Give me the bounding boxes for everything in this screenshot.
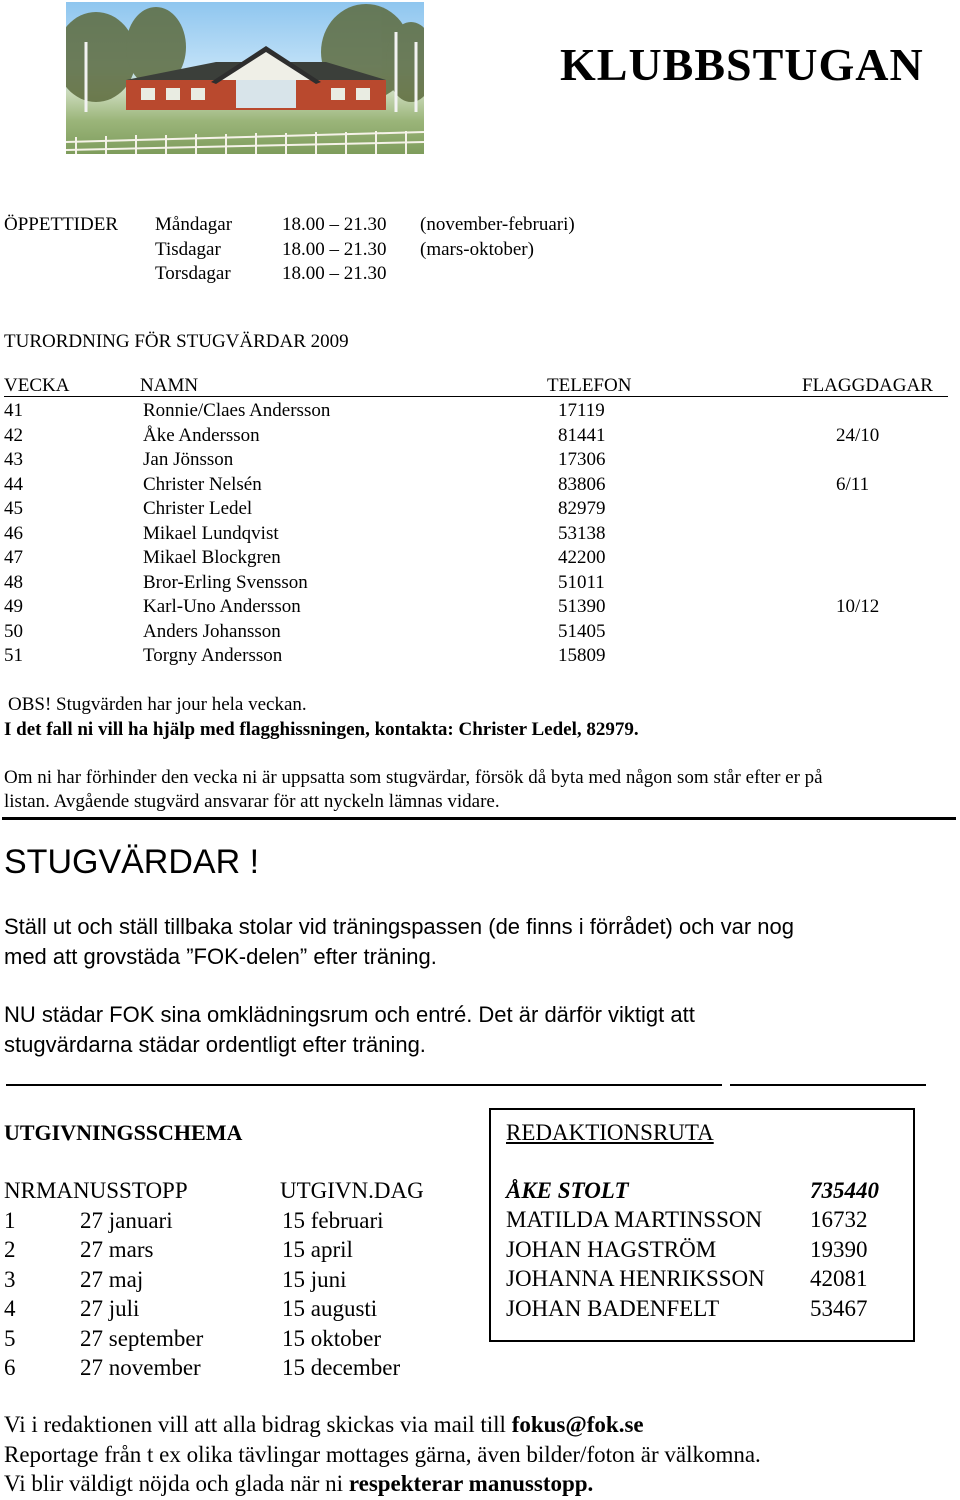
obs-note: OBS! Stugvärden har jour hela veckan. (8, 694, 307, 715)
editorial-name: ÅKE STOLT (506, 1178, 629, 1203)
roster-flag: 6/11 (836, 473, 870, 495)
roster-phone: 81441 (558, 424, 606, 446)
section-rule (6, 1084, 722, 1086)
editorial-phone: 16732 (810, 1207, 868, 1233)
schedule-stop: 27 januari (80, 1208, 173, 1233)
schedule-col-a: NRMANUSSTOPP (4, 1178, 188, 1203)
schedule-date: 15 augusti (282, 1296, 378, 1322)
col-week: VECKA (4, 375, 70, 396)
col-phone: TELEFON (547, 375, 632, 396)
opening-day: Tisdagar (155, 239, 221, 260)
footer-line-1-text: Vi i redaktionen vill att alla bidrag skickas via mail till (4, 1412, 512, 1437)
roster-phone: 83806 (558, 473, 606, 495)
roster-week: 51 (4, 645, 23, 666)
section-rule (730, 1084, 926, 1086)
schedule-date: 15 december (282, 1355, 401, 1380)
footer-line-3-bold: respekterar manusstopp. (348, 1471, 594, 1496)
roster-name: Christer Nelsén (143, 473, 262, 495)
schedule-nr: 4 (4, 1296, 16, 1322)
schedule-nr: 2 (4, 1237, 16, 1263)
roster-week: 45 (4, 498, 23, 519)
page-title: KLUBBSTUGAN (560, 39, 924, 90)
schedule-date: 15 april (282, 1237, 353, 1263)
editorial-name: JOHAN BADENFELT (506, 1295, 720, 1321)
schedule-col-b: UTGIVN.DAG (280, 1178, 424, 1203)
roster-phone: 15809 (558, 645, 606, 666)
editorial-name: JOHAN HAGSTRÖM (506, 1236, 717, 1262)
opening-day: Måndagar (155, 214, 233, 235)
roster-name: Karl-Uno Andersson (143, 596, 301, 617)
roster-name: Ronnie/Claes Andersson (143, 400, 331, 421)
clubhouse-illustration (66, 2, 424, 154)
roster-week: 46 (4, 522, 23, 544)
roster-heading: TURORDNING FÖR STUGVÄRDAR 2009 (4, 331, 349, 352)
editorial-name: JOHANNA HENRIKSSON (506, 1266, 765, 1292)
opening-time: 18.00 – 21.30 (282, 263, 387, 284)
roster-week: 47 (4, 547, 23, 568)
roster-header-rule (4, 396, 948, 397)
roster-week: 44 (4, 473, 23, 495)
roster-name: Mikael Lundqvist (143, 522, 279, 544)
opening-note: (november-februari) (420, 214, 575, 235)
col-name: NAMN (140, 375, 199, 396)
flag-help: I det fall ni vill ha hjälp med flagghissningen, kontakta: Christer Ledel, 82979. (4, 719, 639, 740)
roster-phone: 17306 (558, 449, 606, 470)
stugvardar-p1-line1: Ställ ut och ställ tillbaka stolar vid träningspassen (de finns i förrådet) och var nog (4, 914, 794, 939)
footer-line-3 (4, 1471, 593, 1497)
schedule-stop: 27 juli (80, 1296, 140, 1322)
roster-phone: 51390 (558, 596, 606, 617)
schedule-nr: 3 (4, 1266, 16, 1292)
footer-line-3-text: Vi blir väldigt nöjda och glada när ni (4, 1471, 349, 1496)
roster-phone: 53138 (558, 522, 606, 544)
roster-week: 49 (4, 596, 23, 617)
editorial-phone: 735440 (810, 1178, 879, 1203)
schedule-stop: 27 maj (80, 1266, 144, 1292)
opening-time: 18.00 – 21.30 (282, 239, 387, 260)
opening-label: ÖPPETTIDER (4, 214, 118, 235)
schedule-stop: 27 september (80, 1325, 204, 1351)
roster-phone: 51405 (558, 620, 606, 642)
editorial-heading: REDAKTIONSRUTA (506, 1120, 714, 1145)
roster-week: 50 (4, 620, 23, 642)
roster-week: 41 (4, 400, 23, 421)
roster-name: Mikael Blockgren (143, 547, 281, 568)
roster-week: 48 (4, 571, 23, 593)
schedule-date: 15 februari (282, 1208, 384, 1233)
opening-time: 18.00 – 21.30 (282, 214, 387, 235)
footer-line-1 (4, 1412, 644, 1438)
roster-name: Jan Jönsson (143, 449, 234, 470)
note-line-2: listan. Avgående stugvärd ansvarar för att nyckeln lämnas vidare. (4, 791, 500, 812)
schedule-date: 15 juni (282, 1266, 347, 1292)
opening-note: (mars-oktober) (420, 239, 534, 260)
roster-name: Torgny Andersson (143, 645, 283, 666)
footer-line-2: Reportage från t ex olika tävlingar mottages gärna, även bilder/foton är välkomna. (4, 1442, 761, 1467)
stugvardar-p1-line2: med att grovstäda ”FOK-delen” efter träning. (4, 944, 437, 969)
schedule-heading: UTGIVNINGSSCHEMA (4, 1120, 243, 1145)
roster-flag: 24/10 (836, 424, 880, 446)
schedule-nr: 6 (4, 1355, 16, 1380)
stugvardar-p2-line2: stugvärdarna städar ordentligt efter träning. (4, 1032, 426, 1057)
opening-day: Torsdagar (155, 263, 231, 284)
editorial-phone: 19390 (810, 1236, 868, 1262)
stugvardar-p2-line1: NU städar FOK sina omklädningsrum och entré. Det är därför viktigt att (4, 1002, 695, 1027)
schedule-stop: 27 november (80, 1355, 201, 1380)
editorial-name: MATILDA MARTINSSON (506, 1207, 763, 1233)
schedule-nr: 5 (4, 1325, 16, 1351)
clubhouse-photo (66, 2, 424, 154)
roster-name: Åke Andersson (143, 424, 260, 446)
contact-email[interactable]: fokus@fok.se (511, 1412, 644, 1437)
note-line-1: Om ni har förhinder den vecka ni är uppsatta som stugvärdar, försök då byta med någon som står efter er på (4, 767, 823, 788)
section-rule (2, 817, 956, 820)
schedule-nr: 1 (4, 1208, 16, 1233)
roster-name: Christer Ledel (143, 498, 253, 519)
roster-phone: 42200 (558, 547, 606, 568)
roster-name: Bror-Erling Svensson (143, 571, 308, 593)
editorial-phone: 53467 (810, 1295, 868, 1321)
roster-name: Anders Johansson (143, 620, 281, 642)
schedule-stop: 27 mars (80, 1237, 154, 1263)
roster-week: 43 (4, 449, 23, 470)
stugvardar-heading: STUGVÄRDAR ! (4, 843, 260, 881)
editorial-phone: 42081 (810, 1266, 868, 1292)
roster-flag: 10/12 (836, 596, 880, 617)
roster-phone: 51011 (558, 571, 605, 593)
schedule-date: 15 oktober (282, 1325, 382, 1351)
roster-phone: 82979 (558, 498, 606, 519)
roster-week: 42 (4, 424, 23, 446)
roster-phone: 17119 (558, 400, 605, 421)
col-flag: FLAGGDAGAR (802, 375, 933, 396)
